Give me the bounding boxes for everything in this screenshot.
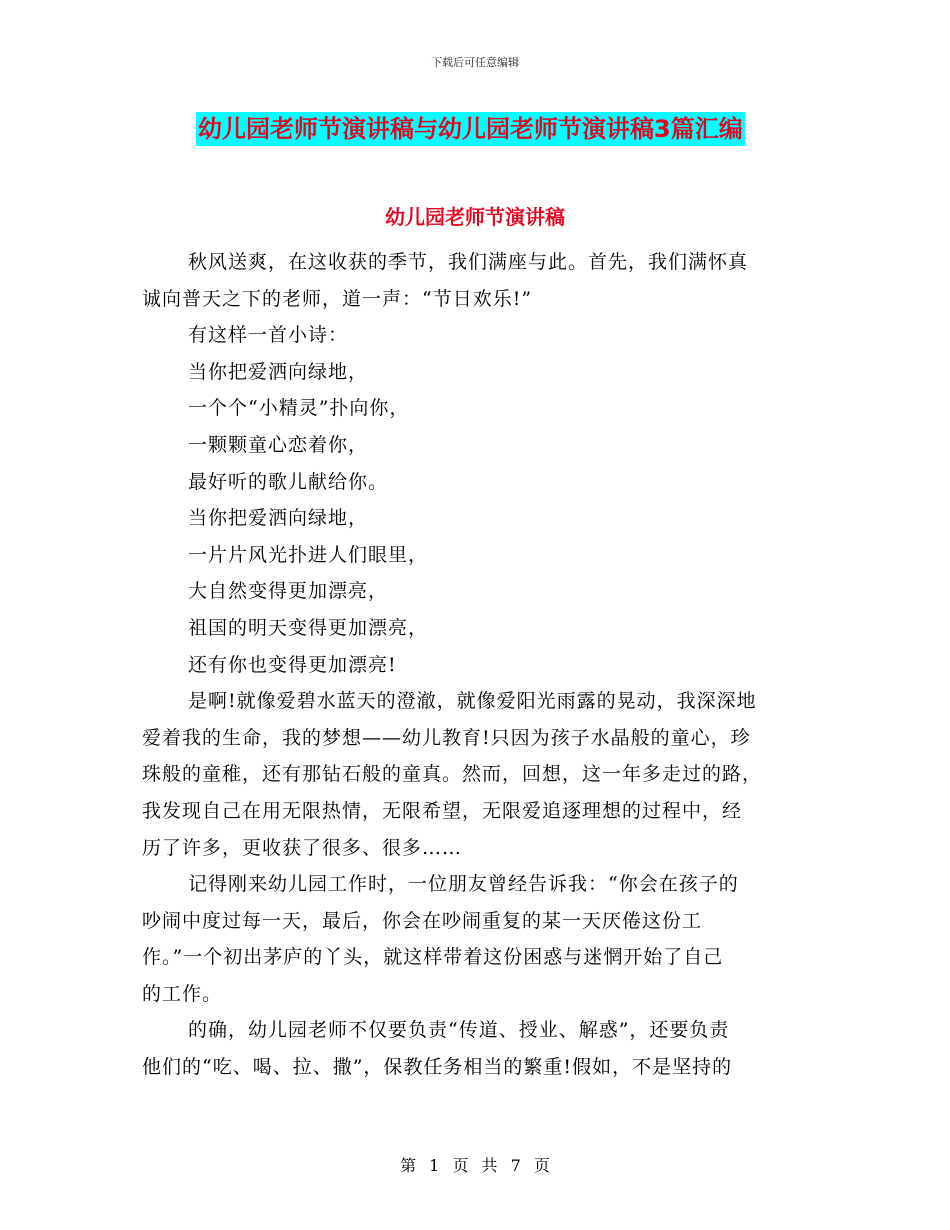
text-line: 爱着我的生命，我的梦想——幼儿教育!只因为孩子水晶般的童心，珍 <box>142 726 751 749</box>
page-number-footer: 第 1 页 共 7 页 <box>400 1156 550 1175</box>
page-header-note: 下载后可任意编辑 <box>431 56 519 69</box>
text-line: 一个个“小精灵”扑向你， <box>188 397 410 420</box>
text-line: 一颗颗童心恋着你， <box>188 433 369 456</box>
text-line: 还有你也变得更加漂亮! <box>188 653 397 676</box>
text-line: 珠般的童稚，还有那钻石般的童真。然而，回想，这一年多走过的路， <box>142 763 763 786</box>
text-line: 当你把爱洒向绿地， <box>188 507 369 530</box>
document-title: 幼儿园老师节演讲稿与幼儿园老师节演讲稿3篇汇编 <box>196 112 745 146</box>
text-line: 最好听的歌儿献给你。 <box>188 470 389 493</box>
text-line: 的确，幼儿园老师不仅要负责“传道、授业、解惑”，还要负责 <box>188 1019 730 1042</box>
text-line: 记得刚来幼儿园工作时，一位朋友曾经告诉我：“你会在孩子的 <box>188 873 739 896</box>
text-line: 的工作。 <box>142 982 223 1005</box>
section-title: 幼儿园老师节演讲稿 <box>385 205 565 229</box>
text-line: 作。”一个初出茅庐的丫头，就这样带着这份困惑与迷惘开始了自己 <box>142 946 724 969</box>
text-line: 秋风送爽，在这收获的季节，我们满座与此。首先，我们满怀真 <box>188 251 749 273</box>
text-line: 一片片风光扑进人们眼里， <box>188 543 429 566</box>
text-line: 我发现自己在用无限热情，无限希望，无限爱追逐理想的过程中，经 <box>142 799 743 822</box>
text-line: 是啊!就像爱碧水蓝天的澄澈，就像爱阳光雨露的晃动，我深深地 <box>188 690 757 713</box>
document-body <box>142 244 808 1086</box>
text-line: 有这样一首小诗： <box>188 324 349 347</box>
text-line: 诚向普天之下的老师，道一声：“节日欢乐!” <box>142 287 533 310</box>
text-line: 历了许多，更收获了很多、很多…… <box>142 836 463 859</box>
text-line: 当你把爱洒向绿地， <box>188 360 369 383</box>
text-line: 大自然变得更加漂亮， <box>188 580 389 603</box>
text-line: 他们的“吃、喝、拉、撒”，保教任务相当的繁重!假如，不是坚持的 <box>142 1056 733 1079</box>
text-line: 祖国的明天变得更加漂亮， <box>188 616 429 639</box>
text-line: 吵闹中度过每一天，最后，你会在吵闹重复的某一天厌倦这份工 <box>142 909 703 932</box>
